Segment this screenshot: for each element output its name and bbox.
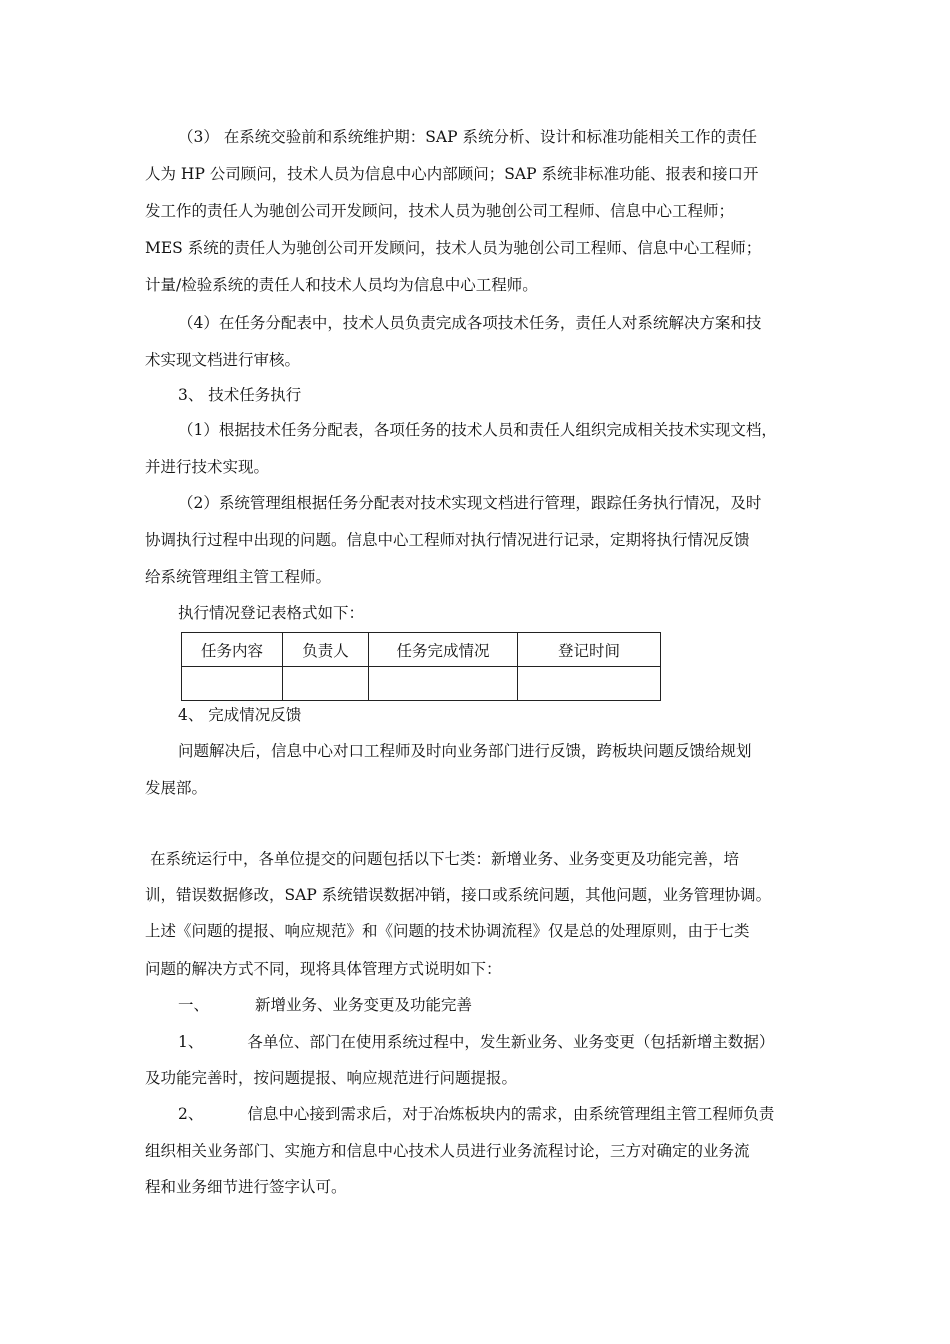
paragraph-line: 问题的解决方式不同，现将具体管理方式说明如下： (145, 960, 502, 978)
paragraph-line: 程和业务细节进行签字认可。 (145, 1178, 347, 1196)
section-heading: 3、 技术任务执行 (178, 386, 302, 404)
list-item-text: 各单位、部门在使用系统过程中，发生新业务、业务变更（包括新增主数据） (247, 1033, 775, 1051)
paragraph-line: 并进行技术实现。 (145, 458, 270, 476)
table-cell (283, 667, 369, 701)
paragraph-line: 人为 HP 公司顾问，技术人员为信息中心内部顾问；SAP 系统非标准功能、报表和接口开 (145, 165, 759, 183)
table-header-cell: 任务内容 (182, 633, 283, 667)
list-item (178, 1103, 774, 1125)
section-heading: 4、 完成情况反馈 (178, 706, 302, 724)
paragraph-line: 术实现文档进行审核。 (145, 351, 301, 369)
list-marker: 2、 (178, 1105, 204, 1123)
paragraph-line: 组织相关业务部门、实施方和信息中心技术人员进行业务流程讨论，三方对确定的业务流 (145, 1142, 750, 1160)
paragraph-line: 发展部。 (145, 779, 208, 797)
list-heading (178, 994, 472, 1016)
paragraph-line: 协调执行过程中出现的问题。信息中心工程师对执行情况进行记录，定期将执行情况反馈 (145, 531, 750, 549)
paragraph-line: （4）在任务分配表中，技术人员负责完成各项技术任务，责任人对系统解决方案和技 (178, 314, 762, 332)
paragraph-line: 上述《问题的提报、响应规范》和《问题的技术协调流程》仅是总的处理原则，由于七类 (145, 922, 750, 940)
paragraph-line: MES 系统的责任人为驰创公司开发顾问，技术人员为驰创公司工程师、信息中心工程师； (145, 239, 762, 257)
paragraph-line: 问题解决后，信息中心对口工程师及时向业务部门进行反馈，跨板块问题反馈给规划 (178, 742, 752, 760)
table-header-cell: 负责人 (283, 633, 369, 667)
table-header-cell: 登记时间 (518, 633, 661, 667)
paragraph-line: 给系统管理组主管工程师。 (145, 568, 332, 586)
paragraph-line: 及功能完善时，按问题提报、响应规范进行问题提报。 (145, 1069, 518, 1087)
table-header-row (182, 633, 661, 667)
paragraph-line: 训，错误数据修改，SAP 系统错误数据冲销，接口或系统问题，其他问题，业务管理协调。 (145, 886, 772, 904)
table-caption: 执行情况登记表格式如下： (178, 604, 365, 622)
list-heading-text: 新增业务、业务变更及功能完善 (255, 996, 473, 1014)
paragraph-line: （3） 在系统交验前和系统维护期：SAP 系统分析、设计和标准功能相关工作的责任 (178, 128, 757, 146)
paragraph-line: （2）系统管理组根据任务分配表对技术实现文档进行管理，跟踪任务执行情况，及时 (178, 494, 762, 512)
paragraph-line: 在系统运行中，各单位提交的问题包括以下七类：新增业务、业务变更及功能完善，培 (150, 850, 740, 868)
table-cell (369, 667, 518, 701)
paragraph-line: 发工作的责任人为驰创公司开发顾问，技术人员为驰创公司工程师、信息中心工程师； (145, 202, 735, 220)
table-cell (518, 667, 661, 701)
execution-log-table (181, 632, 661, 701)
paragraph-line: （1）根据技术任务分配表，各项任务的技术人员和责任人组织完成相关技术实现文档， (178, 421, 777, 439)
list-item-text: 信息中心接到需求后，对于冶炼板块内的需求，由系统管理组主管工程师负责 (247, 1105, 775, 1123)
table-row (182, 667, 661, 701)
list-marker: 1、 (178, 1033, 204, 1051)
table-header-cell: 任务完成情况 (369, 633, 518, 667)
list-item (178, 1031, 774, 1053)
table-cell (182, 667, 283, 701)
paragraph-line: 计量/检验系统的责任人和技术人员均为信息中心工程师。 (145, 276, 538, 294)
list-marker: 一、 (178, 996, 210, 1014)
